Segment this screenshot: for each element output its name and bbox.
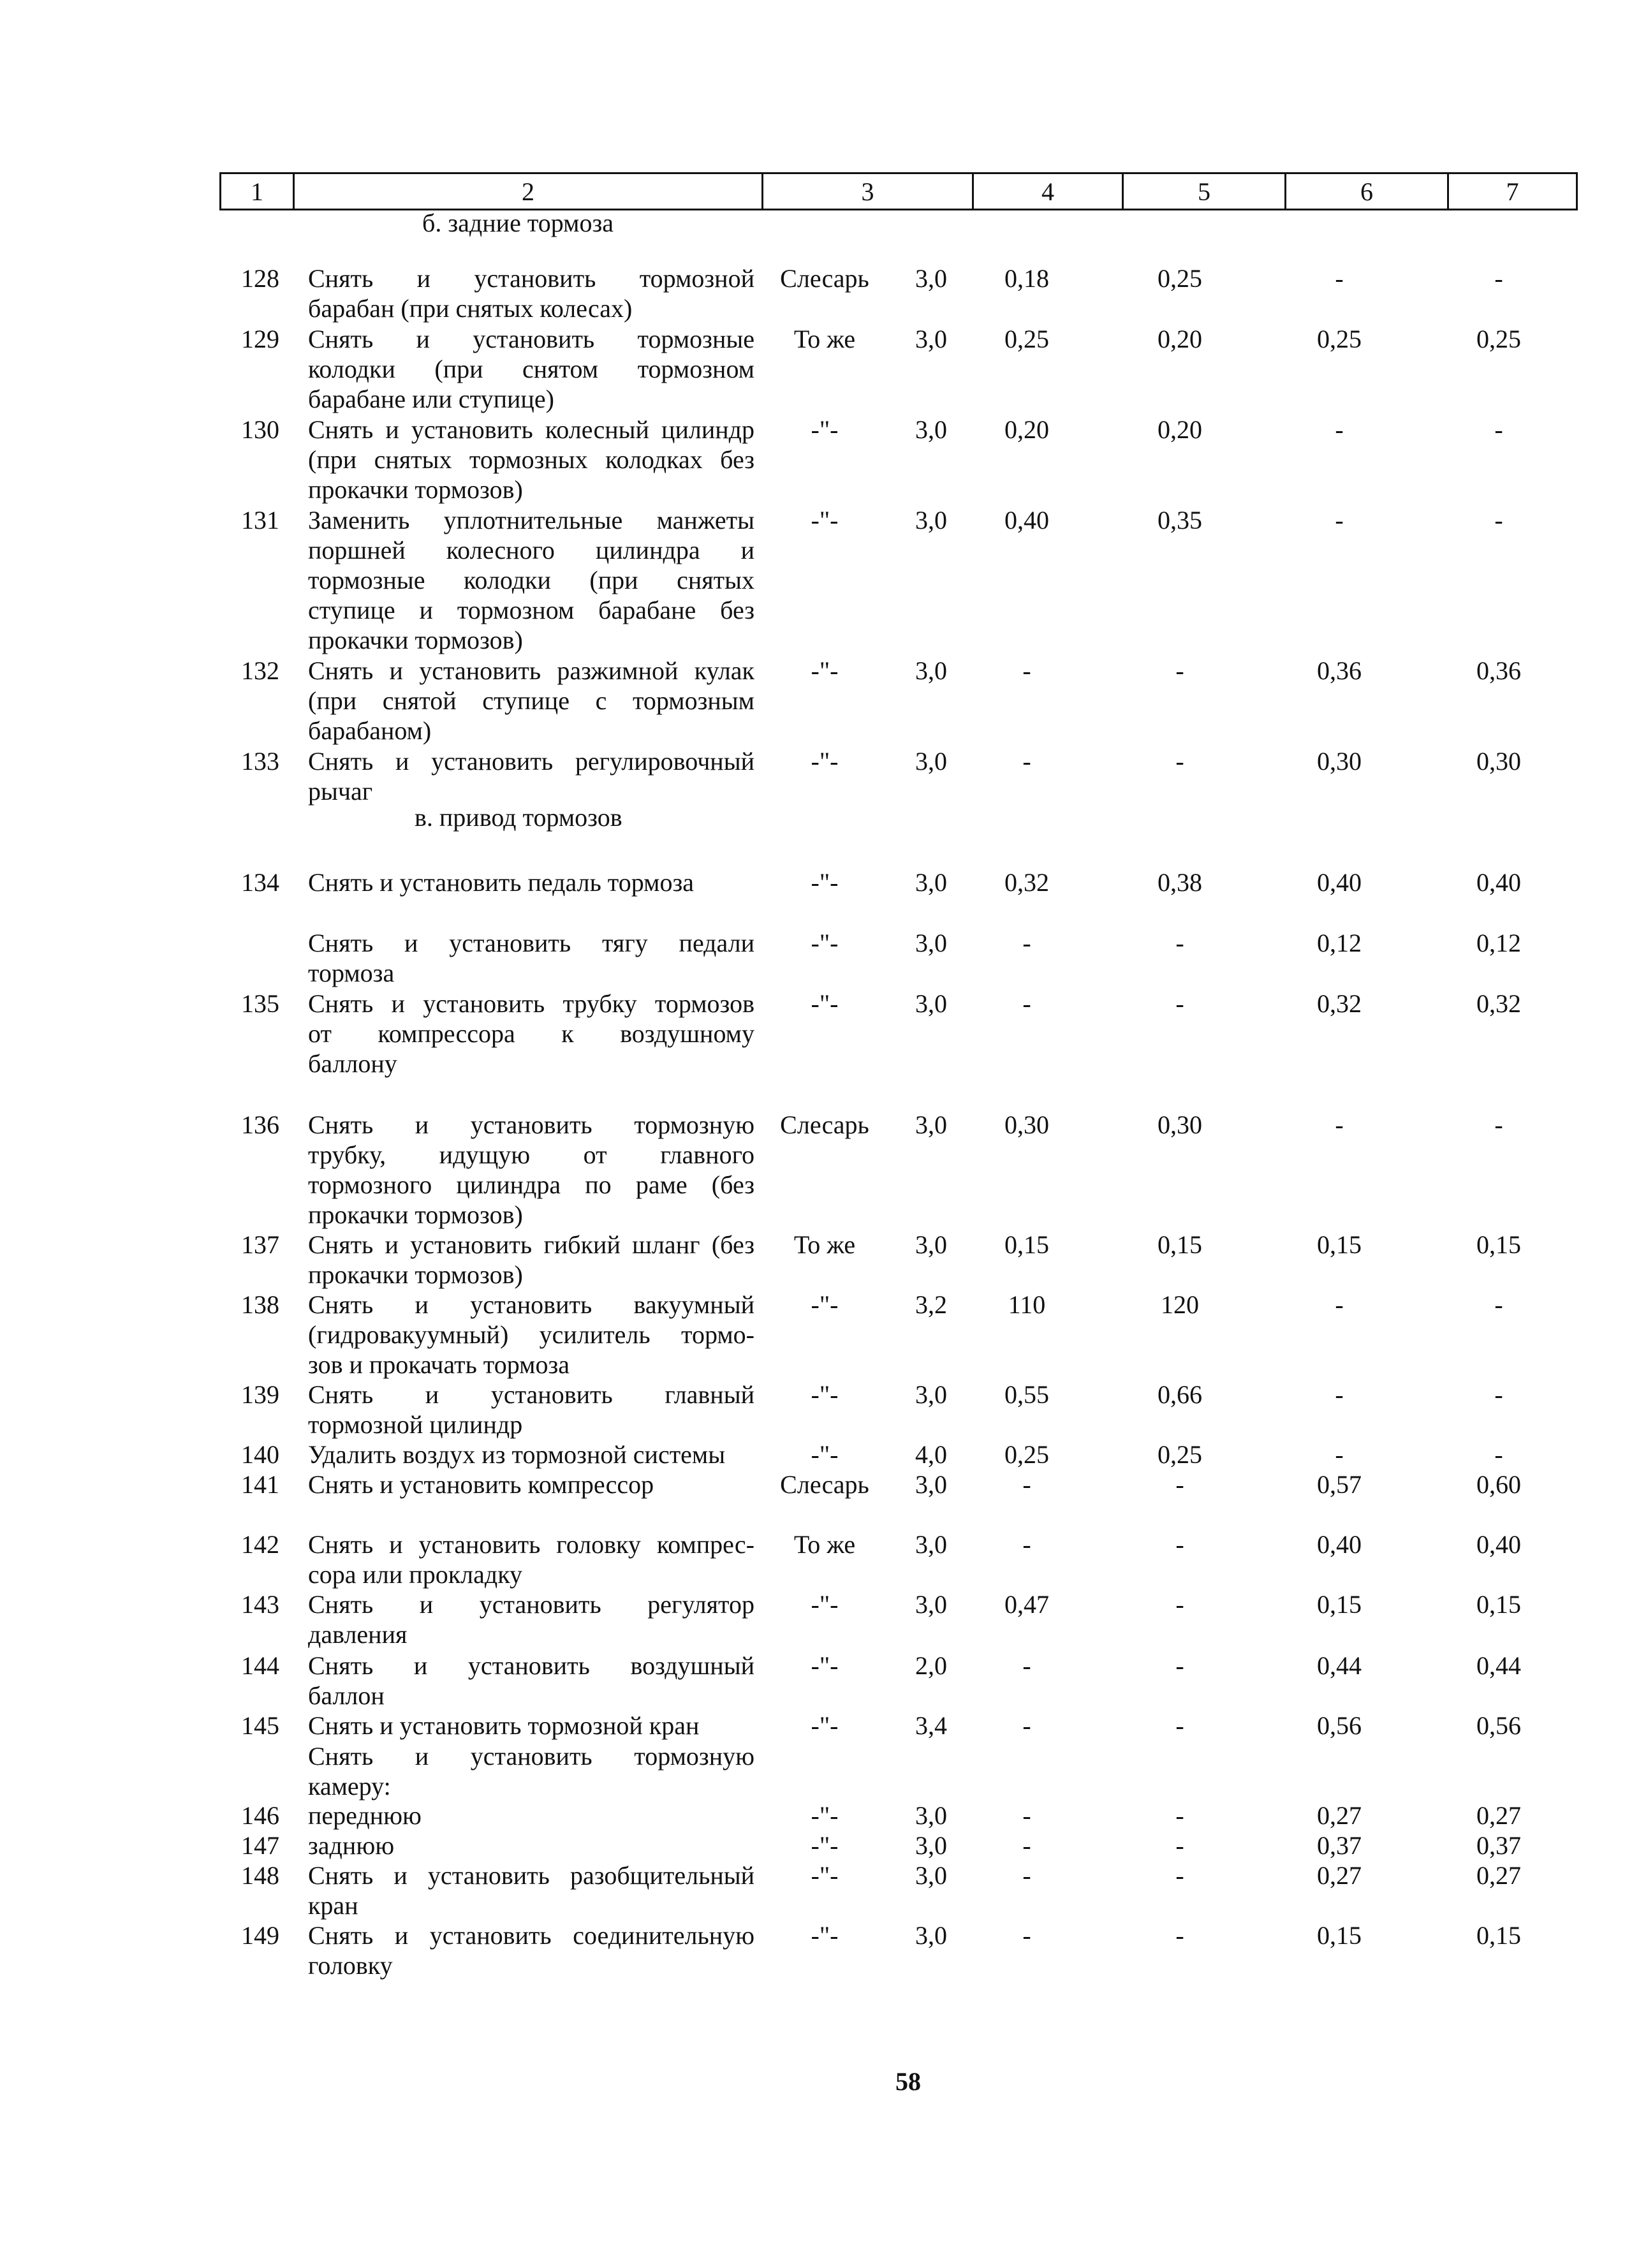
grade-value: 3,0 [915, 1530, 947, 1559]
norm-col-7: 0,40 [1476, 1530, 1521, 1559]
operation-description [308, 1860, 754, 1920]
description-line: Снять и установить регулировочный [308, 747, 754, 776]
worker-category: Слесарь [780, 1470, 869, 1499]
grade-value: 3,0 [915, 325, 947, 353]
norm-col-6: - [1335, 264, 1344, 293]
grade-value: 3,0 [915, 1110, 947, 1139]
description-line: колодки (при снятом тормозном [308, 355, 754, 383]
worker-category: -"- [811, 415, 839, 444]
norm-col-5: 120 [1161, 1290, 1199, 1319]
norm-col-4: - [1022, 1861, 1031, 1890]
description-line: (при снятых тормозных колодках без [308, 445, 754, 474]
grade-value: 3,0 [915, 1921, 947, 1950]
norm-col-7: - [1494, 506, 1503, 534]
norm-col-4: 0,30 [1004, 1110, 1049, 1139]
row-number: 137 [241, 1230, 279, 1259]
table-header [219, 172, 1578, 210]
norm-col-7: 0,37 [1476, 1831, 1521, 1860]
norm-col-6: - [1335, 1110, 1344, 1139]
grade-value: 3,0 [915, 747, 947, 776]
norm-col-6: - [1335, 415, 1344, 444]
norm-col-7: 0,36 [1476, 656, 1521, 685]
norm-col-6: 0,25 [1317, 325, 1362, 353]
norm-col-7: 0,15 [1476, 1590, 1521, 1619]
operation-description [308, 1920, 754, 1980]
row-number: 141 [241, 1470, 279, 1499]
operation-description [308, 324, 754, 414]
description-line: Снять и установить регулятор [308, 1590, 754, 1619]
operation-description [308, 989, 754, 1079]
norm-col-7: 0,27 [1476, 1861, 1521, 1890]
norm-col-7: - [1494, 1440, 1503, 1469]
operation-description [308, 1589, 754, 1649]
description-line: прокачки тормозов) [308, 475, 523, 504]
worker-category: -"- [811, 868, 839, 897]
row-number: 131 [241, 506, 279, 534]
norm-col-7: - [1494, 1110, 1503, 1139]
description-line: Снять и установить тягу педали [308, 929, 754, 957]
norm-col-7: - [1494, 415, 1503, 444]
norm-col-4: - [1022, 1831, 1031, 1860]
norm-col-5: - [1175, 929, 1184, 957]
row-number: 140 [241, 1440, 279, 1469]
norm-col-6: 0,15 [1317, 1230, 1362, 1259]
row-number: 134 [241, 868, 279, 897]
norm-col-6: - [1335, 1440, 1344, 1469]
description-line: зов и прокачать тормоза [308, 1350, 570, 1379]
operation-description [308, 415, 754, 504]
grade-value: 3,0 [915, 1230, 947, 1259]
operation-description [308, 1741, 754, 1801]
description-line: заднюю [308, 1831, 395, 1860]
norm-col-6: 0,57 [1317, 1470, 1362, 1499]
description-line: сора или прокладку [308, 1560, 523, 1589]
row-number: 138 [241, 1290, 279, 1319]
norm-col-7: 0,56 [1476, 1711, 1521, 1740]
description-line: ступице и тормозном барабане без [308, 596, 754, 624]
description-line: рычаг [308, 777, 373, 806]
norm-col-6: 0,27 [1317, 1861, 1362, 1890]
norm-col-6: - [1335, 506, 1344, 534]
row-number: 147 [241, 1831, 279, 1860]
worker-category: То же [793, 1230, 856, 1259]
row-number: 132 [241, 656, 279, 685]
description-line: тормозного цилиндра по раме (без [308, 1170, 754, 1199]
norm-col-7: - [1494, 1380, 1503, 1409]
norm-col-5: - [1175, 1590, 1184, 1619]
norm-col-4: 0,25 [1004, 1440, 1049, 1469]
norm-col-6: 0,40 [1317, 868, 1362, 897]
worker-category: -"- [811, 1590, 839, 1619]
header-col-6: 6 [1286, 174, 1449, 209]
grade-value: 3,0 [915, 1831, 947, 1860]
worker-category: -"- [811, 656, 839, 685]
grade-value: 3,2 [915, 1290, 947, 1319]
norm-col-4: - [1022, 747, 1031, 776]
norm-col-6: 0,27 [1317, 1801, 1362, 1830]
norm-col-5: 0,25 [1158, 1440, 1202, 1469]
norm-col-6: 0,32 [1317, 989, 1362, 1018]
description-line: барабан (при снятых колесах) [308, 294, 633, 323]
description-line: (гидровакуумный) усилитель тормо- [308, 1320, 754, 1349]
worker-category: -"- [811, 747, 839, 776]
description-line: (при снятой ступице с тормозным [308, 686, 754, 715]
norm-col-7: 0,40 [1476, 868, 1521, 897]
grade-value: 3,0 [915, 1590, 947, 1619]
description-line: прокачки тормозов) [308, 1200, 523, 1229]
worker-category: -"- [811, 506, 839, 534]
norm-col-5: - [1175, 1861, 1184, 1890]
worker-category: -"- [811, 1861, 839, 1890]
description-line: Снять и установить тормозной [308, 264, 754, 293]
description-line: Снять и установить воздушный [308, 1651, 754, 1680]
worker-category: -"- [811, 1651, 839, 1680]
description-line: Снять и установить трубку тормозов [308, 989, 754, 1018]
norm-col-7: - [1494, 1290, 1503, 1319]
norm-col-4: - [1022, 1470, 1031, 1499]
norm-col-4: 0,40 [1004, 506, 1049, 534]
row-number: 148 [241, 1861, 279, 1890]
norm-col-4: 0,18 [1004, 264, 1049, 293]
description-line: головку [308, 1951, 393, 1980]
header-col-3: 3 [763, 174, 974, 209]
operation-description [308, 1711, 754, 1741]
description-line: поршней колесного цилиндра и [308, 536, 754, 564]
norm-col-5: - [1175, 1711, 1184, 1740]
grade-value: 3,0 [915, 506, 947, 534]
norm-col-5: 0,66 [1158, 1380, 1202, 1409]
norm-col-7: 0,44 [1476, 1651, 1521, 1680]
norm-col-6: 0,30 [1317, 747, 1362, 776]
description-line: Снять и установить колесный цилиндр [308, 415, 754, 444]
description-line: Снять и установить тормозные [308, 325, 754, 353]
description-line: камеру: [308, 1772, 391, 1800]
description-line: барабаном) [308, 716, 432, 745]
worker-category: -"- [811, 1711, 839, 1740]
norm-col-6: 0,40 [1317, 1530, 1362, 1559]
norm-col-4: - [1022, 929, 1031, 957]
norm-col-7: 0,32 [1476, 989, 1521, 1018]
worker-category: -"- [811, 1440, 839, 1469]
grade-value: 2,0 [915, 1651, 947, 1680]
operation-description [308, 1469, 754, 1499]
description-line: Снять и установить гибкий шланг (без [308, 1230, 754, 1259]
description-line: Удалить воздух из тормозной системы [308, 1440, 726, 1469]
norm-col-4: 0,20 [1004, 415, 1049, 444]
norm-col-7: 0,30 [1476, 747, 1521, 776]
worker-category: Слесарь [780, 264, 869, 293]
operation-description [308, 1440, 754, 1469]
description-line: баллону [308, 1049, 397, 1078]
norm-col-6: - [1335, 1290, 1344, 1319]
section-title-rear-brakes: б. задние тормоза [422, 209, 614, 237]
description-line: Заменить уплотнительные манжеты [308, 506, 754, 534]
norm-col-5: - [1175, 1801, 1184, 1830]
norm-col-4: 0,25 [1004, 325, 1049, 353]
grade-value: 3,0 [915, 264, 947, 293]
norm-col-7: 0,27 [1476, 1801, 1521, 1830]
page-number: 58 [895, 2067, 921, 2096]
norm-col-6: 0,37 [1317, 1831, 1362, 1860]
norm-col-4: - [1022, 1921, 1031, 1950]
norm-col-6: 0,56 [1317, 1711, 1362, 1740]
norm-col-5: - [1175, 1470, 1184, 1499]
description-line: барабане или ступице) [308, 385, 554, 413]
worker-category: Слесарь [780, 1110, 869, 1139]
operation-description [308, 1800, 754, 1830]
norm-col-4: 0,32 [1004, 868, 1049, 897]
operation-description [308, 263, 754, 323]
worker-category: То же [793, 1530, 856, 1559]
operation-description [308, 1830, 754, 1860]
grade-value: 3,0 [915, 1861, 947, 1890]
description-line: Снять и установить разжимной кулак [308, 656, 754, 685]
worker-category: -"- [811, 1921, 839, 1950]
norm-col-5: - [1175, 1831, 1184, 1860]
norm-col-5: 0,30 [1158, 1110, 1202, 1139]
worker-category: -"- [811, 1380, 839, 1409]
row-number: 136 [241, 1110, 279, 1139]
description-line: прокачки тормозов) [308, 626, 523, 654]
row-number: 130 [241, 415, 279, 444]
norm-col-4: 110 [1008, 1290, 1046, 1319]
operation-description [308, 1290, 754, 1380]
norm-col-4: 0,55 [1004, 1380, 1049, 1409]
row-number: 128 [241, 264, 279, 293]
description-line: тормозной цилиндр [308, 1410, 523, 1439]
description-line: тормоза [308, 959, 395, 987]
description-line: Снять и установить компрессор [308, 1470, 654, 1499]
norm-col-5: - [1175, 1921, 1184, 1950]
operation-description [308, 928, 754, 988]
grade-value: 3,0 [915, 989, 947, 1018]
grade-value: 3,0 [915, 929, 947, 957]
norm-col-5: 0,15 [1158, 1230, 1202, 1259]
grade-value: 3,0 [915, 1801, 947, 1830]
norm-col-5: 0,25 [1158, 264, 1202, 293]
description-line: давления [308, 1620, 408, 1649]
header-col-5: 5 [1124, 174, 1286, 209]
norm-col-4: - [1022, 1711, 1031, 1740]
row-number: 135 [241, 989, 279, 1018]
row-number: 129 [241, 325, 279, 353]
header-col-7: 7 [1506, 177, 1519, 206]
norm-col-5: - [1175, 656, 1184, 685]
norm-col-4: - [1022, 989, 1031, 1018]
operation-description [308, 1380, 754, 1440]
grade-value: 4,0 [915, 1440, 947, 1469]
grade-value: 3,4 [915, 1711, 947, 1740]
norm-col-4: - [1022, 1801, 1031, 1830]
norm-col-4: - [1022, 1530, 1031, 1559]
norm-col-4: - [1022, 656, 1031, 685]
norm-col-4: 0,15 [1004, 1230, 1049, 1259]
worker-category: -"- [811, 1801, 839, 1830]
grade-value: 3,0 [915, 656, 947, 685]
norm-col-7: 0,15 [1476, 1230, 1521, 1259]
description-line: Снять и установить тормозной кран [308, 1711, 700, 1740]
description-line: прокачки тормозов) [308, 1260, 523, 1289]
norm-col-6: 0,12 [1317, 929, 1362, 957]
section-title-brake-drive: в. привод тормозов [415, 803, 622, 832]
description-line: Снять и установить главный [308, 1380, 754, 1409]
description-line: трубку, идущую от главного [308, 1140, 754, 1169]
worker-category: То же [793, 325, 856, 353]
description-line: Снять и установить разобщительный [308, 1861, 754, 1890]
description-line: Снять и установить тормозную [308, 1742, 754, 1771]
row-number: 146 [241, 1801, 279, 1830]
operation-description [308, 656, 754, 746]
norm-col-7: - [1494, 264, 1503, 293]
grade-value: 3,0 [915, 415, 947, 444]
worker-category: -"- [811, 989, 839, 1018]
grade-value: 3,0 [915, 1380, 947, 1409]
description-line: тормозные колодки (при снятых [308, 566, 754, 594]
norm-col-5: - [1175, 1530, 1184, 1559]
grade-value: 3,0 [915, 868, 947, 897]
worker-category: -"- [811, 1290, 839, 1319]
grade-value: 3,0 [915, 1470, 947, 1499]
row-number: 144 [241, 1651, 279, 1680]
row-number: 142 [241, 1530, 279, 1559]
norm-col-7: 0,60 [1476, 1470, 1521, 1499]
header-col-2: 2 [295, 174, 763, 209]
row-number: 133 [241, 747, 279, 776]
norm-col-6: 0,15 [1317, 1590, 1362, 1619]
operation-description [308, 1651, 754, 1711]
description-line: Снять и установить вакуумный [308, 1290, 754, 1319]
norm-col-6: - [1335, 1380, 1344, 1409]
row-number: 145 [241, 1711, 279, 1740]
norm-col-5: - [1175, 747, 1184, 776]
norm-col-6: 0,44 [1317, 1651, 1362, 1680]
operation-description [308, 746, 754, 806]
norm-col-5: 0,20 [1158, 325, 1202, 353]
header-col-4: 4 [974, 174, 1124, 209]
row-number: 143 [241, 1590, 279, 1619]
norm-col-5: 0,38 [1158, 868, 1202, 897]
norm-col-4: 0,47 [1004, 1590, 1049, 1619]
description-line: Снять и установить тормозную [308, 1110, 754, 1139]
description-line: Снять и установить соединительную [308, 1921, 754, 1950]
norm-col-5: 0,35 [1158, 506, 1202, 534]
operation-description [308, 505, 754, 655]
operation-description [308, 1230, 754, 1290]
header-col-1: 1 [221, 174, 295, 209]
description-line: баллон [308, 1681, 385, 1710]
norm-col-6: 0,15 [1317, 1921, 1362, 1950]
description-line: Снять и установить головку компрес- [308, 1530, 754, 1559]
row-number: 149 [241, 1921, 279, 1950]
description-line: Снять и установить педаль тормоза [308, 868, 695, 897]
operation-description [308, 867, 754, 897]
norm-col-5: 0,20 [1158, 415, 1202, 444]
norm-col-5: - [1175, 1651, 1184, 1680]
description-line: от компрессора к воздушному [308, 1019, 754, 1048]
norm-col-4: - [1022, 1651, 1031, 1680]
description-line: переднюю [308, 1801, 422, 1830]
operation-description [308, 1529, 754, 1589]
worker-category: -"- [811, 929, 839, 957]
norm-col-7: 0,15 [1476, 1921, 1521, 1950]
norm-col-7: 0,12 [1476, 929, 1521, 957]
operation-description [308, 1110, 754, 1230]
worker-category: -"- [811, 1831, 839, 1860]
description-line: кран [308, 1891, 358, 1920]
norm-col-7: 0,25 [1476, 325, 1521, 353]
norm-col-5: - [1175, 989, 1184, 1018]
norm-col-6: 0,36 [1317, 656, 1362, 685]
row-number: 139 [241, 1380, 279, 1409]
